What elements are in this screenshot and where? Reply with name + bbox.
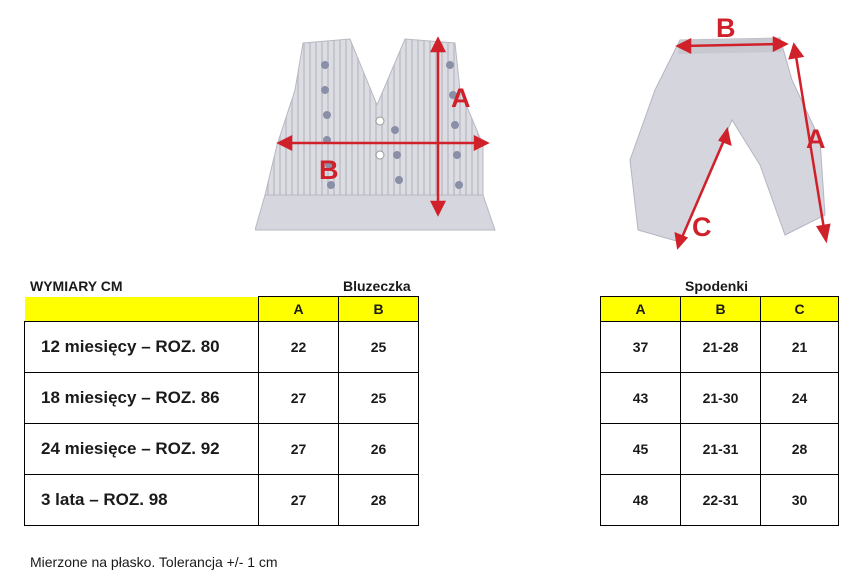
blouse-a-value: 27 <box>259 424 339 475</box>
blouse-b-value: 25 <box>339 322 419 373</box>
shorts-heading: Spodenki <box>685 278 749 294</box>
shorts-label-c: C <box>692 212 712 242</box>
size-label: 24 miesięce – ROZ. 92 <box>25 424 259 475</box>
shorts-c-value: 24 <box>761 373 839 424</box>
blouse-b-value: 28 <box>339 475 419 526</box>
col-header-c: C <box>761 297 839 322</box>
table-row <box>25 373 419 424</box>
blouse-a-value: 22 <box>259 322 339 373</box>
table-row <box>601 475 839 526</box>
col-header-b: B <box>681 297 761 322</box>
blouse-heading: Bluzeczka <box>343 278 411 294</box>
shorts-b-value: 21-28 <box>681 322 761 373</box>
shorts-c-value: 30 <box>761 475 839 526</box>
measurement-note: Mierzone na płasko. Tolerancja +/- 1 cm <box>30 554 278 570</box>
shorts-a-value: 37 <box>601 322 681 373</box>
shorts-size-table <box>600 296 839 526</box>
shorts-a-value: 45 <box>601 424 681 475</box>
blouse-a-value: 27 <box>259 475 339 526</box>
shorts-a-value: 43 <box>601 373 681 424</box>
shorts-label-b: B <box>716 13 736 43</box>
shorts-c-value: 21 <box>761 322 839 373</box>
size-label: 18 miesięcy – ROZ. 86 <box>25 373 259 424</box>
shorts-a-value: 48 <box>601 475 681 526</box>
size-label: 12 miesięcy – ROZ. 80 <box>25 322 259 373</box>
button <box>376 151 384 159</box>
table-row <box>25 424 419 475</box>
table-row <box>25 322 419 373</box>
shorts-b-value: 22-31 <box>681 475 761 526</box>
blouse-diagram <box>255 35 500 240</box>
blouse-b-value: 26 <box>339 424 419 475</box>
blouse-label-a: A <box>451 83 471 113</box>
table-row <box>601 373 839 424</box>
blouse-size-table <box>24 296 419 526</box>
blouse-ruffle <box>255 195 495 230</box>
shorts-b-value: 21-31 <box>681 424 761 475</box>
shorts-diagram <box>620 10 845 250</box>
col-header-b: B <box>339 297 419 322</box>
blouse-a-value: 27 <box>259 373 339 424</box>
col-header-a: A <box>601 297 681 322</box>
size-label: 3 lata – ROZ. 98 <box>25 475 259 526</box>
table-row <box>601 322 839 373</box>
dimensions-title: WYMIARY CM <box>30 278 123 294</box>
button <box>376 117 384 125</box>
col-header-a: A <box>259 297 339 322</box>
shorts-c-value: 28 <box>761 424 839 475</box>
blouse-label-b: B <box>319 155 339 185</box>
blouse-b-value: 25 <box>339 373 419 424</box>
table-row <box>25 475 419 526</box>
shorts-label-a: A <box>806 124 826 154</box>
shorts-b-value: 21-30 <box>681 373 761 424</box>
table-row <box>601 424 839 475</box>
